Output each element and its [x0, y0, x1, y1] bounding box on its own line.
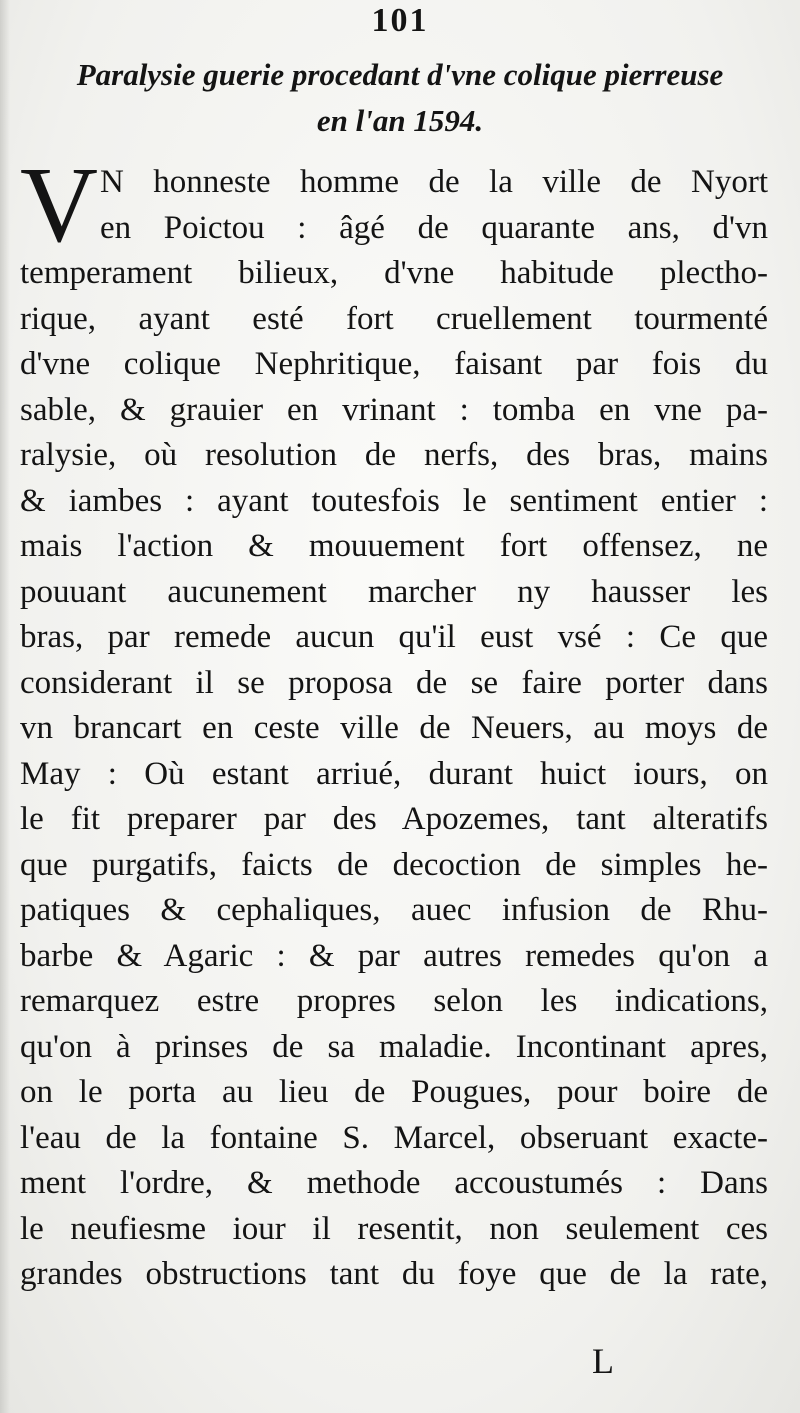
text-line: le neufiesme iour il resentit, non seulement ces — [20, 1210, 768, 1247]
text-line: d'vne colique Nephritique, faisant par fois du — [20, 346, 768, 382]
text-line: ralysie, où resolution de nerfs, des bras, mains — [20, 437, 768, 473]
text-line: qu'on à prinses de sa maladie. Incontinant apres, — [20, 1028, 768, 1065]
text-line: pouuant aucunement marcher ny hausser les — [20, 573, 768, 610]
text-line: grandes obstructions tant du foye que de la rate, — [20, 1256, 768, 1292]
heading-line-2: en l'an 1594. — [316, 103, 484, 138]
text-line: on le porta au lieu de Pougues, pour boire de — [20, 1074, 768, 1110]
text-line: le fit preparer par des Apozemes, tant alteratifs — [20, 801, 768, 837]
drop-cap: V — [20, 146, 98, 265]
text-line: vn brancart en ceste ville de Neuers, au moys de — [20, 710, 768, 746]
text-line: & iambes : ayant toutesfois le sentiment entier : — [20, 482, 768, 519]
text-line: en Poictou : âgé de quarante ans, d'vn — [100, 209, 768, 246]
text-line: l'eau de la fontaine S. Marcel, obseruant exacte- — [20, 1119, 768, 1156]
page-edge-shadow — [0, 0, 10, 1413]
heading-line-1: Paralysie guerie procedant d'vne colique pierreuse — [76, 57, 724, 92]
text-line: temperament bilieux, d'vne habitude plectho- — [20, 255, 768, 291]
text-line: barbe & Agaric : & par autres remedes qu'on a — [20, 937, 768, 974]
body-paragraph — [20, 146, 768, 1298]
text-line: N honneste homme de la ville de Nyort — [100, 164, 768, 200]
text-line: bras, par remede aucun qu'il eust vsé : Ce que — [20, 619, 768, 655]
text-line: remarquez estre propres selon les indications, — [20, 983, 768, 1019]
text-line: considerant il se proposa de se faire porter dans — [20, 664, 768, 701]
text-line: patiques & cephaliques, auec infusion de Rhu- — [20, 892, 768, 928]
text-line: mais l'action & mouuement fort offensez, ne — [20, 528, 768, 564]
section-heading — [40, 52, 760, 144]
text-line: ment l'ordre, & methode accoustumés : Dans — [20, 1165, 768, 1201]
text-line: que purgatifs, faicts de decoction de simples he- — [20, 846, 768, 883]
page-number: 101 — [371, 2, 429, 39]
signature-mark: L — [592, 1341, 614, 1381]
text-line: sable, & grauier en vrinant : tomba en vne pa- — [20, 391, 768, 428]
text-line: May : Où estant arriué, durant huict iours, on — [20, 755, 768, 792]
text-line: rique, ayant esté fort cruellement tourmenté — [20, 300, 768, 337]
